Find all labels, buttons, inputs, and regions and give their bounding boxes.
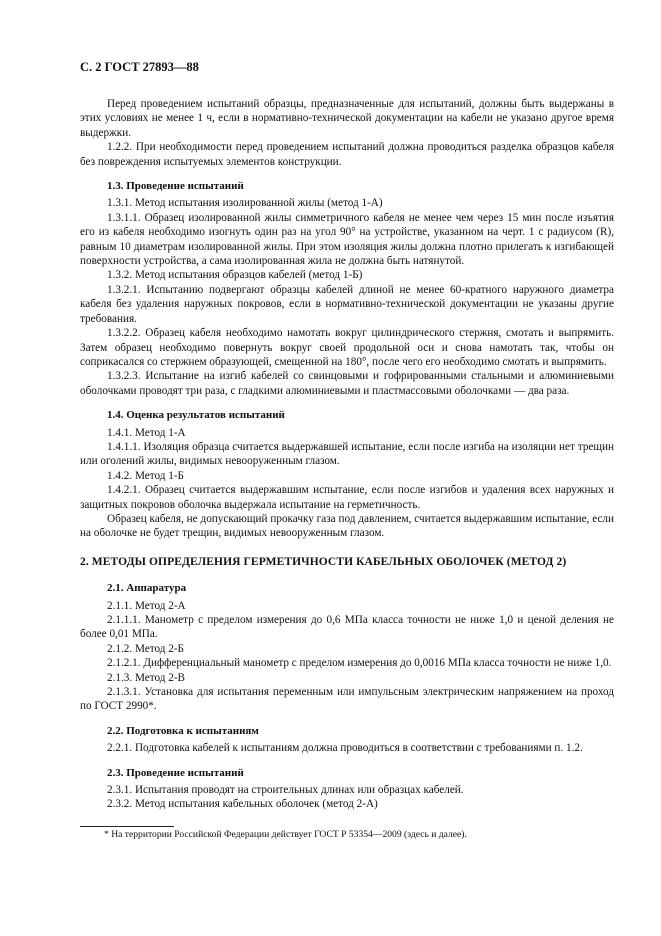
paragraph: 2.3.2. Метод испытания кабельных оболочек (метод 2-А) [107, 798, 378, 811]
paragraph: 2.1.3. Метод 2-В [107, 671, 186, 684]
section-heading: 2.2. Подготовка к испытаниям [107, 724, 259, 737]
paragraph: 2.2.1. Подготовка кабелей к испытаниям должна проводиться в соответствии с требованиями п. 1.2. [107, 742, 583, 755]
paragraph: 2.1.1. Метод 2-А [107, 599, 186, 612]
paragraph: Перед проведением испытаний образцы, предназначенные для испытаний, должны быть выдержаны в этих условиях не менее 1 ч, если в нормативно-технической документации на кабели не указано другое время выдержки. [80, 98, 614, 139]
paragraph: 1.3.1.1. Образец изолированной жилы симметричного кабеля не менее чем через 15 мин после изъятия его из кабеля необходимо изогнуть один раз на угол 90° на устройстве, указанном на черт. 1 с радиусом (R), равным 10 диаметрам изолированной жилы. При этом изоляция жилы должна плотно прилегать к изгибающей поверхности устройства, а сама изолированная жила не должна быть натянутой. [80, 211, 614, 268]
paragraph: 2.1.3.1. Установка для испытания переменным или импульсным электрическим напряжением на проход по ГОСТ 2990*. [80, 686, 614, 713]
paragraph: Образец кабеля, не допускающий прокачку газа под давлением, считается выдержавшим испытание, если на оболочке не будет трещин, видимых невооруженным глазом. [80, 512, 614, 540]
document-body [80, 97, 614, 812]
footnote-divider [80, 826, 174, 827]
paragraph: 1.3.2.2. Образец кабеля необходимо намотать вокруг цилиндрического стержня, смотать и выпрямить. Затем образец необходимо повернуть вокруг своей продольной оси и снова намотать так, чтобы он соприкасался со стержнем образующей, смещенной на 180°, после чего его необходимо смотать и выпрямить. [80, 327, 614, 368]
paragraph: 1.4.2.1. Образец считается выдержавшим испытание, если после изгибов и удаления всех наружных и защитных покровов оболочка выдержала испытание на герметичность. [80, 484, 614, 511]
section-heading: 1.3. Проведение испытаний [107, 180, 244, 193]
page-header: С. 2 ГОСТ 27893—88 [80, 60, 199, 74]
paragraph: 2.1.1.1. Манометр с пределом измерения до 0,6 МПа класса точности не ниже 1,0 и ценой деления не более 0,01 МПа. [80, 614, 614, 641]
paragraph: 1.3.2. Метод испытания образцов кабелей (метод 1-Б) [107, 269, 363, 282]
paragraph: 1.3.2.1. Испытанию подвергают образцы кабелей длиной не менее 60-кратного наружного диаметра кабеля без удаления наружных покровов, если в нормативно-технической документации не указаны другие требования. [80, 283, 614, 325]
paragraph: 1.4.2. Метод 1-Б [107, 469, 184, 482]
paragraph: 1.4.1. Метод 1-А [107, 426, 186, 439]
paragraph: 1.3.1. Метод испытания изолированной жилы (метод 1-А) [107, 197, 383, 210]
paragraph: 2.1.2.1. Дифференциальный манометр с пределом измерения до 0,0016 МПа класса точности не ниже 1,0. [107, 657, 612, 670]
footnote: * На территории Российской Федерации действует ГОСТ Р 53354—2009 (здесь и далее). [104, 829, 467, 840]
paragraph: 1.3.2.3. Испытание на изгиб кабелей со свинцовыми и гофрированными стальными и алюминиевыми оболочками проводят три раза, с гладкими алюминиевыми и пластмассовыми оболочками — два раза. [80, 370, 614, 397]
section-heading: 1.4. Оценка результатов испытаний [107, 409, 285, 422]
paragraph: 1.4.1.1. Изоляция образца считается выдержавшей испытание, если после изгиба на изоляции нет трещин или оголений жилы, видимых невооруженным глазом. [80, 440, 614, 468]
chapter-heading: 2. МЕТОДЫ ОПРЕДЕЛЕНИЯ ГЕРМЕТИЧНОСТИ КАБЕЛЬНЫХ ОБОЛОЧЕК (МЕТОД 2) [80, 555, 567, 568]
paragraph: 2.3.1. Испытания проводят на строительных длинах или образцах кабелей. [107, 784, 464, 797]
section-heading: 2.3. Проведение испытаний [107, 766, 244, 779]
paragraph: 2.1.2. Метод 2-Б [107, 642, 184, 655]
section-heading: 2.1. Аппаратура [107, 582, 187, 595]
paragraph: 1.2.2. При необходимости перед проведением испытаний должна проводиться разделка образцов кабеля без повреждения испытуемых элементов конструкции. [80, 141, 614, 168]
